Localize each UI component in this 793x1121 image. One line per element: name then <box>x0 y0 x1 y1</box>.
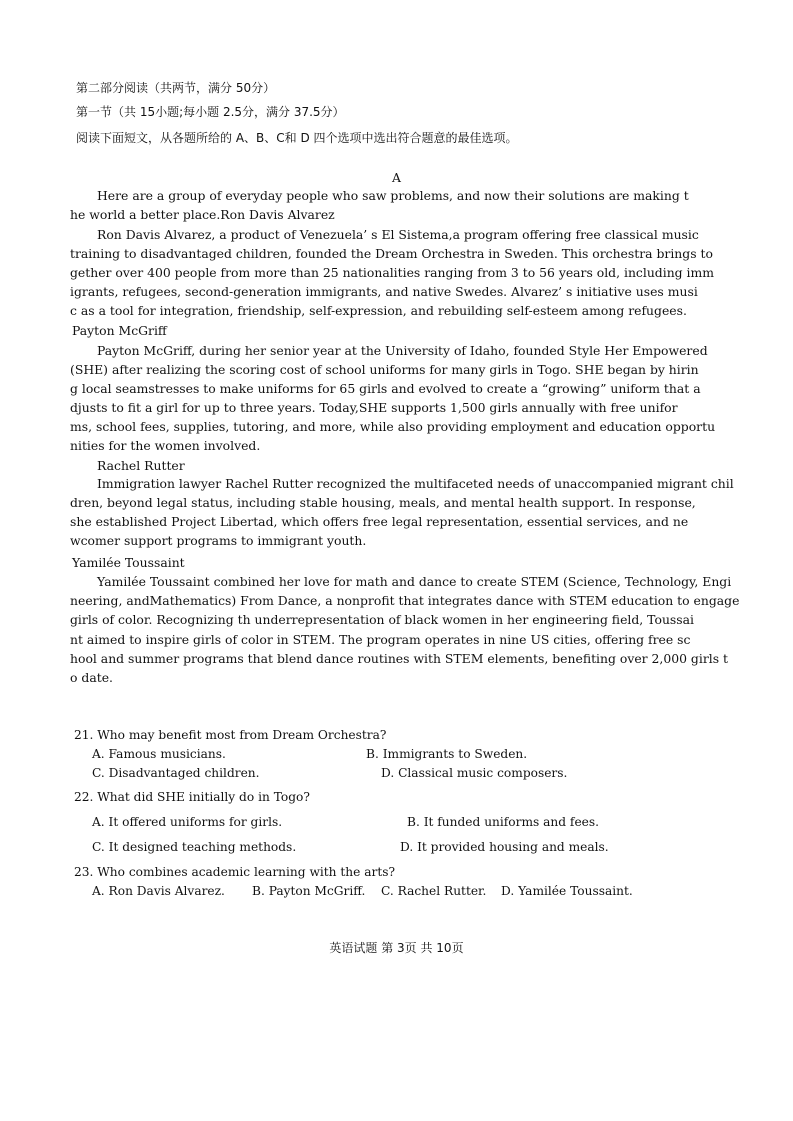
passage-line: training to disadvantaged children, founded the Dream Orchestra in Sweden. This orchestra brings to <box>70 246 713 261</box>
option-b[interactable]: B. Payton McGriff. <box>252 884 366 898</box>
passage-line: girls of color. Recognizing th underrepresentation of black women in her engineering field, Toussai <box>70 612 694 627</box>
question-stem: 21. Who may benefit most from Dream Orchestra? <box>74 728 387 742</box>
instruction-text: 阅读下面短文，从各题所给的 A、B、C和 D 四个选项中选出符合题意的最佳选项。 <box>76 131 518 145</box>
option-a[interactable]: A. Famous musicians. <box>92 747 226 761</box>
passage-line: she established Project Libertad, which offers free legal representation, essential services, and ne <box>70 514 689 529</box>
option-d[interactable]: D. Yamilée Toussaint. <box>501 884 633 898</box>
question-stem: 23. Who combines academic learning with the arts? <box>74 865 396 879</box>
option-b[interactable]: B. Immigrants to Sweden. <box>366 747 528 761</box>
passage-line: g local seamstresses to make uniforms for 65 girls and evolved to create a “growing” uniform that a <box>70 381 701 396</box>
passage-line: wcomer support programs to immigrant youth. <box>70 533 367 548</box>
option-b[interactable]: B. It funded uniforms and fees. <box>407 815 600 829</box>
passage-line: o date. <box>70 670 113 685</box>
passage-line: Payton McGriff, during her senior year at the University of Idaho, founded Style Her Empowered <box>97 343 708 358</box>
part-heading: 第二部分阅读（共两节，满分 50分） <box>76 81 276 95</box>
question-stem: 22. What did SHE initially do in Togo? <box>74 790 310 804</box>
passage-line: nities for the women involved. <box>70 438 261 453</box>
option-c[interactable]: C. It designed teaching methods. <box>92 840 297 854</box>
passage-line: dren, beyond legal status, including stable housing, meals, and mental health support. In response, <box>70 495 696 510</box>
page-footer: 英语试题 第 3页 共 10页 <box>329 941 464 955</box>
passage-line: nt aimed to inspire girls of color in STEM. The program operates in nine US cities, offering free sc <box>70 632 691 647</box>
passage-line: ms, school fees, supplies, tutoring, and more, while also providing employment and education opportu <box>70 419 716 434</box>
section-heading: 第一节（共 15小题;每小题 2.5分，满分 37.5分） <box>76 105 345 119</box>
passage-line: djusts to fit a girl for up to three years. Today,SHE supports 1,500 girls annually with free unifor <box>70 400 678 415</box>
passage-line: Ron Davis Alvarez, a product of Venezuela’ s El Sistema,a program offering free classical music <box>97 227 699 242</box>
passage-line: Yamilée Toussaint combined her love for math and dance to create STEM (Science, Technology, Engi <box>97 574 732 589</box>
person-heading: Yamilée Toussaint <box>72 555 185 570</box>
passage-line: igrants, refugees, second-generation immigrants, and native Swedes. Alvarez’ s initiative uses musi <box>70 284 698 299</box>
passage-letter: A <box>392 170 401 185</box>
option-d[interactable]: D. Classical music composers. <box>381 766 568 780</box>
passage-line: he world a better place.Ron Davis Alvarez <box>70 207 335 222</box>
passage-line: gether over 400 people from more than 25 nationalities ranging from 3 to 56 years old, including imm <box>70 265 715 280</box>
person-heading: Payton McGriff <box>72 323 167 338</box>
person-heading: Rachel Rutter <box>97 458 185 473</box>
passage-line: Immigration lawyer Rachel Rutter recognized the multifaceted needs of unaccompanied migrant chil <box>97 476 734 491</box>
passage-line: hool and summer programs that blend dance routines with STEM elements, benefiting over 2,000 girls t <box>70 651 728 666</box>
option-c[interactable]: C. Rachel Rutter. <box>381 884 487 898</box>
passage-line: (SHE) after realizing the scoring cost of school uniforms for many girls in Togo. SHE began by hirin <box>70 362 699 377</box>
passage-line: c as a tool for integration, friendship, self-expression, and rebuilding self-esteem among refugees. <box>70 303 687 318</box>
option-a[interactable]: A. It offered uniforms for girls. <box>92 815 283 829</box>
passage-line: neering, andMathematics) From Dance, a nonprofit that integrates dance with STEM education to engage <box>70 593 740 608</box>
option-c[interactable]: C. Disadvantaged children. <box>92 766 260 780</box>
option-d[interactable]: D. It provided housing and meals. <box>400 840 609 854</box>
option-a[interactable]: A. Ron Davis Alvarez. <box>92 884 225 898</box>
passage-line: Here are a group of everyday people who saw problems, and now their solutions are making t <box>97 188 689 203</box>
